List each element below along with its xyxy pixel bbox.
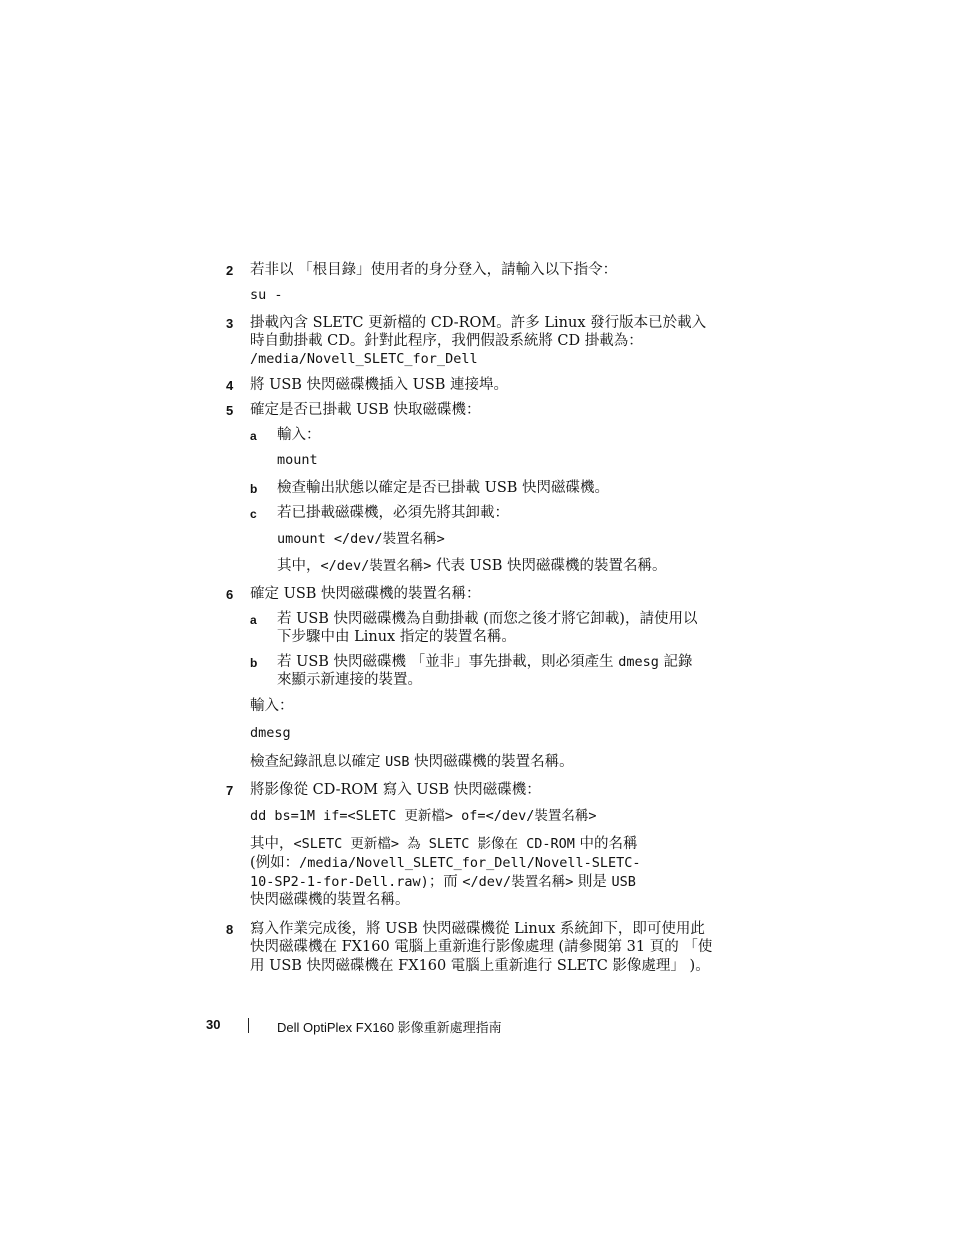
- step-6-number: 6: [226, 587, 234, 602]
- step-3-line-2: 時自動掛載 CD。針對此程序，我們假設系統將 CD 掛載為：: [250, 333, 643, 349]
- step-8-line-1: 寫入作業完成後，將 USB 快閃磁碟機從 Linux 系統卸下，即可使用此: [250, 921, 705, 937]
- step-2-text: 若非以 「根目錄」使用者的身分登入，請輸入以下指令：: [250, 262, 618, 278]
- step-7-text: 將影像從 CD-ROM 寫入 USB 快閃磁碟機：: [250, 782, 541, 798]
- step-2-code: su -: [250, 287, 283, 303]
- step-5c-letter: c: [250, 507, 257, 521]
- step-7-number: 7: [226, 783, 234, 798]
- footer-page-number: 30: [206, 1017, 221, 1032]
- step-5c-code: umount </dev/裝置名稱>: [277, 531, 445, 547]
- step-6-check: 檢查紀錄訊息以確定 USB 快閃磁碟機的裝置名稱。: [250, 754, 574, 770]
- step-4-text: 將 USB 快閃磁碟機插入 USB 連接埠。: [250, 377, 509, 393]
- step-6b-line-2: 來顯示新連接的裝置。: [277, 672, 422, 688]
- step-8-number: 8: [226, 922, 234, 937]
- step-6b-line-1: 若 USB 快閃磁碟機 「並非」事先掛載，則必須產生 dmesg 記錄: [277, 654, 693, 670]
- step-5a-letter: a: [250, 429, 257, 443]
- step-3-line-1: 掛載內含 SLETC 更新檔的 CD-ROM。許多 Linux 發行版本已於載入: [250, 315, 707, 331]
- step-5a-code: mount: [277, 452, 318, 468]
- step-7-note-line-3: 10-SP2-1-for-Dell.raw)；而 </dev/裝置名稱> 則是 USB: [250, 874, 636, 890]
- step-2-number: 2: [226, 263, 234, 278]
- step-7-note-line-4: 快閃磁碟機的裝置名稱。: [250, 892, 410, 908]
- step-8-line-3: 用 USB 快閃磁碟機在 FX160 電腦上重新進行 SLETC 影像處理」 )。: [250, 958, 710, 974]
- step-6b-letter: b: [250, 656, 258, 670]
- step-5b-letter: b: [250, 482, 258, 496]
- step-7-note-line-1: 其中，<SLETC 更新檔> 為 SLETC 影像在 CD-ROM 中的名稱: [250, 836, 638, 852]
- step-6-code: dmesg: [250, 725, 291, 741]
- step-6-type-label: 輸入：: [250, 698, 294, 714]
- step-5c-note: 其中，</dev/裝置名稱> 代表 USB 快閃磁碟機的裝置名稱。: [277, 558, 667, 574]
- step-6a-line-2: 下步驟中由 Linux 指定的裝置名稱。: [277, 629, 516, 645]
- step-5c-text: 若已掛載磁碟機，必須先將其卸載：: [277, 505, 509, 521]
- step-6-text: 確定 USB 快閃磁碟機的裝置名稱：: [250, 586, 481, 602]
- step-3-code: /media/Novell_SLETC_for_Dell: [250, 351, 478, 367]
- step-5-text: 確定是否已掛載 USB 快取磁碟機：: [250, 402, 481, 418]
- footer-separator: [248, 1018, 249, 1033]
- step-7-code: dd bs=1M if=<SLETC 更新檔> of=</dev/裝置名稱>: [250, 808, 597, 824]
- step-8-line-2: 快閃磁碟機在 FX160 電腦上重新進行影像處理 (請參閱第 31 頁的 「使: [250, 939, 713, 955]
- step-5a-text: 輸入：: [277, 427, 321, 443]
- step-5-number: 5: [226, 403, 234, 418]
- step-3-number: 3: [226, 316, 234, 331]
- step-6a-line-1: 若 USB 快閃磁碟機為自動掛載 (而您之後才將它卸載)，請使用以: [277, 611, 698, 627]
- footer-title: Dell OptiPlex FX160 影像重新處理指南: [277, 1020, 502, 1035]
- step-6a-letter: a: [250, 613, 257, 627]
- step-4-number: 4: [226, 378, 234, 393]
- step-7-note-line-2: (例如：/media/Novell_SLETC_for_Dell/Novell-SLETC-: [250, 855, 641, 871]
- step-5b-text: 檢查輸出狀態以確定是否已掛載 USB 快閃磁碟機。: [277, 480, 610, 496]
